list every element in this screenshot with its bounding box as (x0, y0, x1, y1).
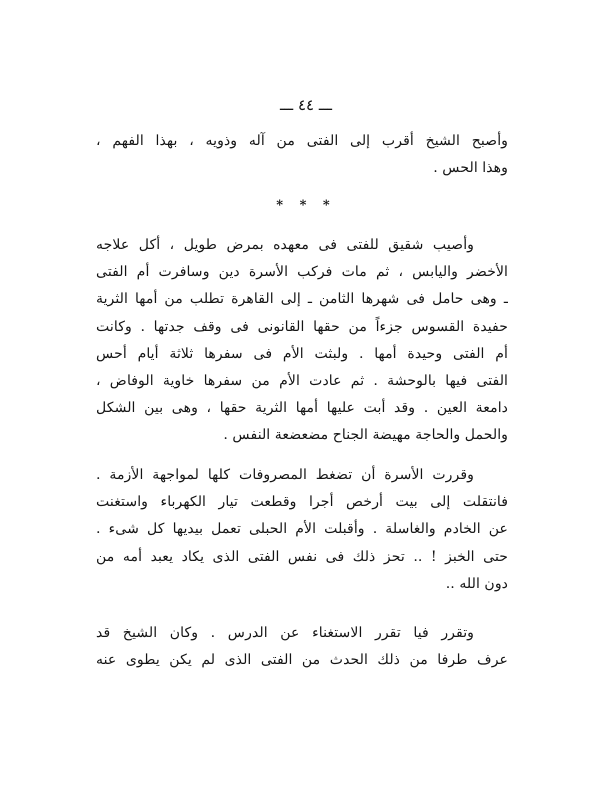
text-line: ـ وهى حامل فى شهرها الثامن ـ إلى القاهرة تطلب من أمها الثرية (96, 291, 508, 308)
text-line: دامعة العين . وقد أبت عليها أمها الثرية حقها ، وهى بين الشكل (96, 400, 508, 417)
text-line: أم الفتى وحيدة أمها . ولبثت الأم فى سفرها ثلاثة أيام أحس (96, 345, 508, 362)
text-line: فانتقلت إلى بيت أرخص أجرا وقطعت تيار الكهرباء واستغنت (96, 494, 508, 511)
text-line: دون الله .. (445, 575, 508, 592)
text-line: وأصبح الشيخ أقرب إلى الفتى من آله وذويه ، بهذا الفهم ، (96, 133, 508, 149)
paragraph-1 (96, 128, 508, 182)
text-line: عن الخادم والغاسلة . وأقبلت الأم الحبلى تعمل بيديها كل شىء . (96, 521, 508, 538)
paragraph-2 (96, 232, 508, 450)
page-number: ـــ ٤٤ ـــ (279, 96, 333, 114)
paragraph-4 (96, 620, 508, 674)
text-line: حتى الخبز ! .. تحز ذلك فى نفس الفتى الذى يكاد يعبد أمه من (96, 548, 508, 565)
text-line: حفيدة القسوس جزءاً من حقها القانونى فى وقف جدتها . وكانت (96, 318, 508, 335)
text-line: والحمل والحاجة مهيضة الجناح مضعضعة النفس . (223, 427, 508, 444)
text-line: الأخضر واليابس ، ثم مات فركب الأسرة دين وسافرت أم الفتى (96, 264, 508, 281)
text-line: عرف طرفا من ذلك الحدث من الفتى الذى لم يكن يطوى عنه (96, 652, 508, 669)
text-line: الفتى فيها بالوحشة . ثم عادت الأم من سفرها خاوية الوفاض ، (96, 372, 508, 389)
text-line: وتقرر فيا تقرر الاستغناء عن الدرس . وكان الشيخ قد (96, 625, 474, 641)
text-line: وقررت الأسرة أن تضغط المصروفات كلها لمواجهة الأزمة . (96, 467, 474, 483)
paragraph-3 (96, 462, 508, 598)
section-separator: * * * (276, 198, 336, 213)
text-line: وأصيب شقيق للفتى فى معهده بمرض طويل ، أكل علاجه (96, 237, 474, 253)
text-line: وهذا الحس . (433, 160, 508, 177)
